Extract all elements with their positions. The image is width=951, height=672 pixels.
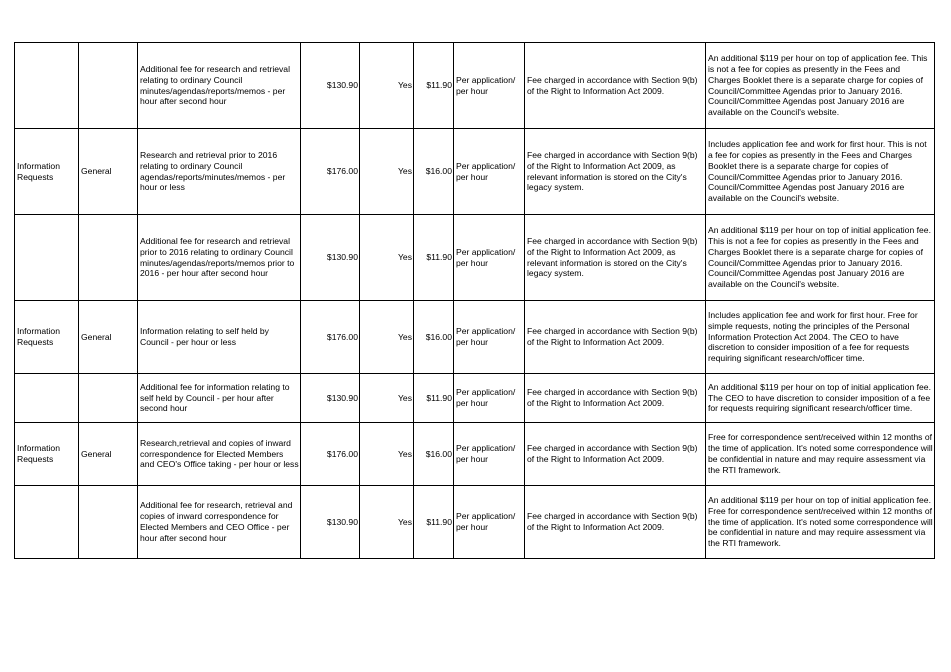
gst-flag-cell: Yes [360, 43, 414, 129]
category-cell: Information Requests [15, 301, 79, 374]
subcategory-cell: General [79, 129, 138, 215]
gst-flag-cell: Yes [360, 129, 414, 215]
category-cell: Information Requests [15, 423, 79, 486]
basis-cell: Fee charged in accordance with Section 9(b) of the Right to Information Act 2009, as relevant information is stored on the City's legacy system. [525, 215, 706, 301]
table-row [15, 486, 935, 559]
category-cell [15, 43, 79, 129]
unit-cell: Per application/ per hour [454, 215, 525, 301]
category-cell [15, 374, 79, 423]
unit-cell: Per application/ per hour [454, 423, 525, 486]
table-row [15, 129, 935, 215]
description-cell: Information relating to self held by Council - per hour or less [138, 301, 301, 374]
fee-cell: $130.90 [301, 374, 360, 423]
unit-cell: Per application/ per hour [454, 129, 525, 215]
description-cell: Additional fee for research and retrieval prior to 2016 relating to ordinary Council minutes/agendas/reports/memos prior to 2016 - per hour after second hour [138, 215, 301, 301]
gst-flag-cell: Yes [360, 374, 414, 423]
gst-flag-cell: Yes [360, 215, 414, 301]
unit-cell: Per application/ per hour [454, 301, 525, 374]
fee-cell: $176.00 [301, 423, 360, 486]
description-cell: Additional fee for information relating to self held by Council - per hour after second hour [138, 374, 301, 423]
notes-cell: Free for correspondence sent/received within 12 months of the time of application. It's noted some correspondence will be confidential in nature and may require assessment via the RTI framework. [706, 423, 935, 486]
fee-cell: $130.90 [301, 486, 360, 559]
category-cell: Information Requests [15, 129, 79, 215]
subcategory-cell: General [79, 301, 138, 374]
basis-cell: Fee charged in accordance with Section 9(b) of the Right to Information Act 2009. [525, 486, 706, 559]
category-cell [15, 215, 79, 301]
basis-cell: Fee charged in accordance with Section 9(b) of the Right to Information Act 2009. [525, 423, 706, 486]
gst-amount-cell: $11.90 [414, 43, 454, 129]
subcategory-cell [79, 374, 138, 423]
gst-amount-cell: $16.00 [414, 129, 454, 215]
fee-cell: $176.00 [301, 129, 360, 215]
fees-table [14, 42, 935, 559]
basis-cell: Fee charged in accordance with Section 9(b) of the Right to Information Act 2009, as relevant information is stored on the City's legacy system. [525, 129, 706, 215]
notes-cell: An additional $119 per hour on top of application fee. This is not a fee for copies as presently in the Fees and Charges Booklet there is a separate charge for copies of Council/Committee Agendas prior to January 2016. Council/Committee Agendas post January 2016 are available on the Council's website. [706, 43, 935, 129]
gst-amount-cell: $11.90 [414, 215, 454, 301]
description-cell: Research and retrieval prior to 2016 relating to ordinary Council agendas/reports/minutes/memos - per hour or less [138, 129, 301, 215]
table-row [15, 301, 935, 374]
gst-amount-cell: $11.90 [414, 374, 454, 423]
basis-cell: Fee charged in accordance with Section 9(b) of the Right to Information Act 2009. [525, 301, 706, 374]
table-row [15, 215, 935, 301]
description-cell: Additional fee for research, retrieval and copies of inward correspondence for Elected Members and CEO Office - per hour after second hour [138, 486, 301, 559]
notes-cell: An additional $119 per hour on top of initial application fee. Free for correspondence sent/received within 12 months of the time of application. It's noted some correspondence will be confidential in nature and may require assessment via the RTI framework. [706, 486, 935, 559]
gst-flag-cell: Yes [360, 301, 414, 374]
unit-cell: Per application/ per hour [454, 486, 525, 559]
gst-flag-cell: Yes [360, 423, 414, 486]
subcategory-cell: General [79, 423, 138, 486]
notes-cell: Includes application fee and work for first hour. Free for simple requests, noting the principles of the Personal Information Protection Act 2004. The CEO to have discretion to consider imposition of a fee for requests requiring significant research/officer time. [706, 301, 935, 374]
gst-flag-cell: Yes [360, 486, 414, 559]
unit-cell: Per application/ per hour [454, 43, 525, 129]
gst-amount-cell: $16.00 [414, 423, 454, 486]
description-cell: Additional fee for research and retrieval relating to ordinary Council minutes/agendas/reports/memos - per hour after second hour [138, 43, 301, 129]
fee-cell: $176.00 [301, 301, 360, 374]
category-cell [15, 486, 79, 559]
fee-cell: $130.90 [301, 43, 360, 129]
notes-cell: An additional $119 per hour on top of initial application fee. This is not a fee for copies as presently in the Fees and Charges Booklet there is a separate charge for copies of Council/Committee Agendas prior to January 2016. Council/Committee Agendas post January 2016 are available on the Council's website. [706, 215, 935, 301]
basis-cell: Fee charged in accordance with Section 9(b) of the Right to Information Act 2009. [525, 374, 706, 423]
notes-cell: An additional $119 per hour on top of initial application fee. The CEO to have discretion to consider imposition of a fee for requests requiring significant research/officer time. [706, 374, 935, 423]
gst-amount-cell: $11.90 [414, 486, 454, 559]
fee-cell: $130.90 [301, 215, 360, 301]
notes-cell: Includes application fee and work for first hour. This is not a fee for copies as presently in the Fees and Charges Booklet there is a separate charge for copies of Council/Committee Agendas prior to January 2016. Council/Committee Agendas post January 2016 are available on the Council's website. [706, 129, 935, 215]
table-row [15, 374, 935, 423]
basis-cell: Fee charged in accordance with Section 9(b) of the Right to Information Act 2009. [525, 43, 706, 129]
description-cell: Research,retrieval and copies of inward correspondence for Elected Members and CEO's Office taking - per hour or less [138, 423, 301, 486]
table-row [15, 423, 935, 486]
unit-cell: Per application/ per hour [454, 374, 525, 423]
subcategory-cell [79, 43, 138, 129]
table-row [15, 43, 935, 129]
subcategory-cell [79, 215, 138, 301]
gst-amount-cell: $16.00 [414, 301, 454, 374]
subcategory-cell [79, 486, 138, 559]
